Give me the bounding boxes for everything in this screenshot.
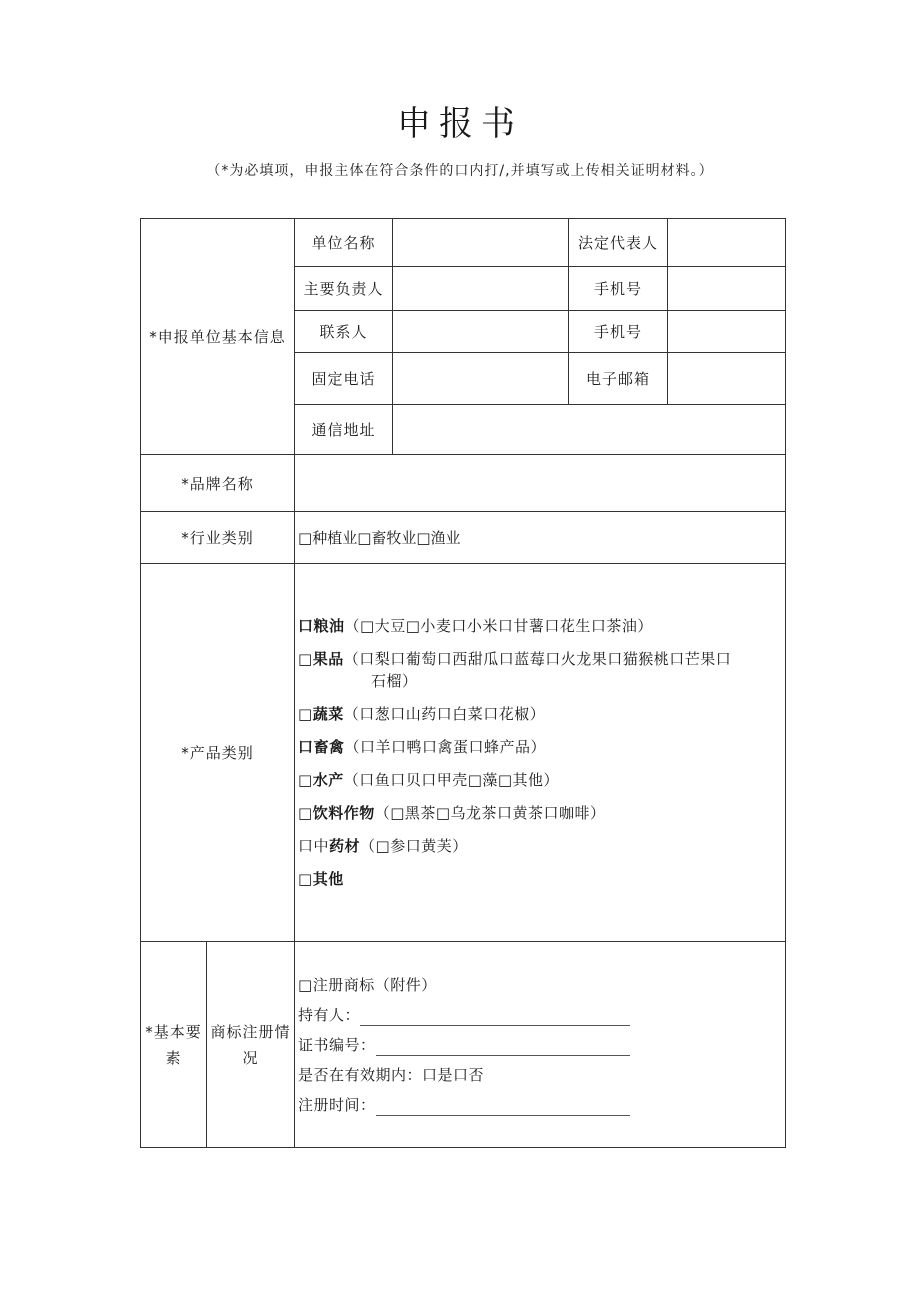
application-form-table: [140, 218, 786, 1148]
mobile2-field[interactable]: [668, 311, 786, 353]
trademark-details: [295, 942, 786, 1148]
holder-input[interactable]: [360, 1005, 630, 1026]
category-items: （口葱口山药口白菜口花椒）: [343, 705, 546, 723]
category-other[interactable]: [298, 863, 785, 896]
legal-rep-field[interactable]: [668, 219, 786, 267]
category-head: 药材: [329, 837, 361, 855]
category-medicinal[interactable]: [298, 830, 785, 863]
category-vegetables[interactable]: [298, 698, 785, 731]
product-label: *产品类别: [141, 564, 295, 942]
product-options: [295, 564, 786, 942]
category-head: □蔬菜: [298, 705, 344, 723]
category-head: 口畜禽: [298, 738, 345, 756]
category-items: （□大豆□小麦口小米口甘薯口花生口茶油）: [344, 617, 653, 635]
email-label: 电子邮箱: [569, 353, 668, 405]
brand-label: *品牌名称: [141, 455, 295, 512]
contact-field[interactable]: [393, 311, 569, 353]
category-beverage-crops[interactable]: [298, 797, 785, 830]
main-person-label: 主要负责人: [295, 267, 393, 311]
unit-name-field[interactable]: [393, 219, 569, 267]
landline-label: 固定电话: [295, 353, 393, 405]
category-grain-oil[interactable]: [298, 610, 785, 643]
mobile1-label: 手机号: [569, 267, 668, 311]
category-items: （口羊口鸭口禽蛋口蜂产品）: [344, 738, 547, 756]
contact-label: 联系人: [295, 311, 393, 353]
validity-options[interactable]: 是否在有效期内：口是口否: [298, 1066, 485, 1084]
category-fruit-continued: 石榴）: [371, 672, 418, 690]
category-items: （口鱼口贝口甲壳□藻□其他）: [343, 771, 560, 789]
category-head: □水产: [298, 771, 344, 789]
page-title: 申报书: [397, 104, 523, 144]
brand-field[interactable]: [295, 455, 786, 512]
reg-time-row: [298, 1090, 785, 1120]
category-head: □饮料作物: [298, 804, 375, 822]
cert-no-input[interactable]: [376, 1035, 630, 1056]
mobile1-field[interactable]: [668, 267, 786, 311]
reg-time-input[interactable]: [376, 1095, 630, 1116]
basic-info-section-label: *申报单位基本信息: [141, 219, 295, 455]
mobile2-label: 手机号: [569, 311, 668, 353]
holder-label: 持有人：: [298, 1006, 361, 1024]
category-prefix: 口中: [298, 837, 330, 855]
category-head: □果品: [298, 650, 344, 668]
category-head: 口粮油: [298, 617, 345, 635]
category-head: □其他: [298, 870, 344, 888]
unit-name-label: 单位名称: [295, 219, 393, 267]
cert-no-row: [298, 1030, 785, 1060]
main-person-field[interactable]: [393, 267, 569, 311]
category-livestock[interactable]: [298, 731, 785, 764]
reg-time-label: 注册时间：: [298, 1096, 376, 1114]
email-field[interactable]: [668, 353, 786, 405]
category-items: （□黑茶□乌龙茶口黄茶口咖啡）: [374, 804, 606, 822]
address-label: 通信地址: [295, 405, 393, 455]
address-field[interactable]: [393, 405, 786, 455]
trademark-label: 商标注册情况: [207, 942, 295, 1148]
landline-field[interactable]: [393, 353, 569, 405]
industry-options[interactable]: □种植业□畜牧业□渔业: [295, 512, 786, 564]
category-items: （口梨口葡萄口西甜瓜口蓝莓口火龙果口猫猴桃口芒果口: [343, 650, 732, 668]
industry-label: *行业类别: [141, 512, 295, 564]
registered-trademark-checkbox[interactable]: □注册商标（附件）: [298, 976, 437, 994]
elements-label: *基本要素: [141, 942, 207, 1148]
holder-row: [298, 1000, 785, 1030]
cert-no-label: 证书编号：: [298, 1036, 376, 1054]
category-items: （□参口黄芙）: [360, 837, 468, 855]
category-aquatic[interactable]: [298, 764, 785, 797]
instruction-note: （*为必填项，申报主体在符合条件的口内打/,并填写或上传相关证明材料。）: [206, 163, 714, 179]
legal-rep-label: 法定代表人: [569, 219, 668, 267]
